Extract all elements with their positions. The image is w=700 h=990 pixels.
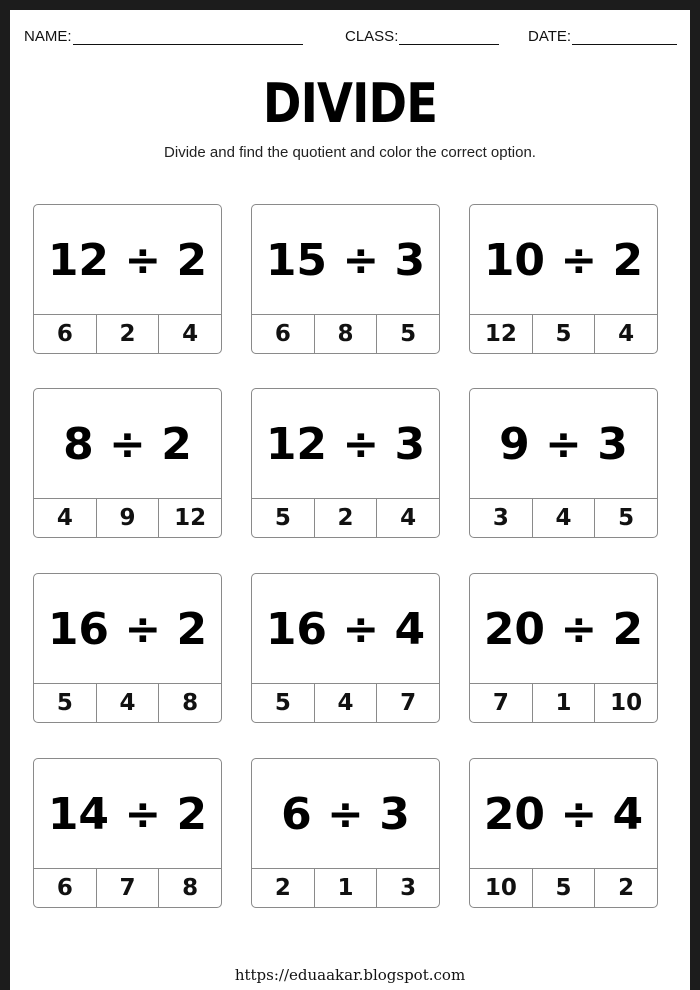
- answer-option[interactable]: 3: [400, 875, 417, 901]
- page-title: DIVIDE: [262, 72, 438, 135]
- problem-card: [469, 388, 658, 538]
- answer-option[interactable]: 2: [252, 869, 315, 907]
- problem-card: [251, 204, 440, 354]
- class-label: CLASS:: [345, 28, 399, 45]
- answer-option[interactable]: 4: [34, 499, 97, 537]
- answer-options: [470, 868, 657, 907]
- name-blank-line[interactable]: [73, 29, 303, 45]
- answer-options: [34, 868, 221, 907]
- name-field[interactable]: [24, 28, 303, 45]
- answer-option[interactable]: 4: [315, 684, 378, 722]
- answer-options: [470, 498, 657, 537]
- division-expression: 16 ÷ 2: [47, 604, 208, 655]
- worksheet: [10, 10, 690, 990]
- answer-option[interactable]: 4: [533, 499, 596, 537]
- division-expression: 16 ÷ 4: [265, 604, 426, 655]
- answer-options: [252, 498, 439, 537]
- footer-url[interactable]: https://eduaakar.blogspot.com: [234, 966, 466, 984]
- answer-option[interactable]: 6: [34, 315, 97, 353]
- class-field[interactable]: [345, 28, 499, 45]
- student-info-header: [10, 22, 690, 52]
- answer-options: [470, 314, 657, 353]
- answer-option[interactable]: 5: [252, 499, 315, 537]
- answer-options: [252, 683, 439, 722]
- class-blank-line[interactable]: [399, 29, 499, 45]
- answer-option[interactable]: 4: [97, 684, 160, 722]
- problem-card: [33, 388, 222, 538]
- answer-option[interactable]: 10: [470, 869, 533, 907]
- answer-option[interactable]: 4: [182, 321, 199, 347]
- problem-card: [469, 758, 658, 908]
- answer-option[interactable]: 5: [252, 684, 315, 722]
- answer-option[interactable]: 5: [400, 321, 417, 347]
- division-expression: 15 ÷ 3: [265, 235, 426, 286]
- answer-options: [34, 683, 221, 722]
- problem-card: [251, 388, 440, 538]
- division-expression: 9 ÷ 3: [499, 419, 628, 470]
- date-blank-line[interactable]: [572, 29, 677, 45]
- answer-option[interactable]: 5: [533, 315, 596, 353]
- problem-card: [251, 573, 440, 723]
- answer-options: [252, 314, 439, 353]
- answer-option[interactable]: 8: [182, 875, 199, 901]
- answer-option[interactable]: 3: [470, 499, 533, 537]
- division-expression: 8 ÷ 2: [63, 419, 192, 470]
- answer-option[interactable]: 8: [315, 315, 378, 353]
- answer-option[interactable]: 9: [97, 499, 160, 537]
- problem-card: [251, 758, 440, 908]
- answer-option[interactable]: 2: [618, 875, 635, 901]
- division-expression: 12 ÷ 3: [265, 419, 426, 470]
- division-expression: 14 ÷ 2: [47, 789, 208, 840]
- answer-options: [34, 498, 221, 537]
- problem-card: [33, 573, 222, 723]
- answer-option[interactable]: 4: [618, 321, 635, 347]
- problem-card: [469, 573, 658, 723]
- answer-option[interactable]: 6: [252, 315, 315, 353]
- answer-option[interactable]: 10: [610, 690, 643, 716]
- answer-option[interactable]: 12: [174, 505, 207, 531]
- answer-options: [252, 868, 439, 907]
- answer-option[interactable]: 5: [618, 505, 635, 531]
- division-expression: 20 ÷ 4: [483, 789, 644, 840]
- answer-option[interactable]: 2: [315, 499, 378, 537]
- answer-options: [34, 314, 221, 353]
- answer-option[interactable]: 4: [400, 505, 417, 531]
- name-label: NAME:: [24, 28, 72, 45]
- answer-option[interactable]: 8: [182, 690, 199, 716]
- answer-option[interactable]: 1: [315, 869, 378, 907]
- division-expression: 12 ÷ 2: [47, 235, 208, 286]
- answer-option[interactable]: 1: [533, 684, 596, 722]
- division-expression: 10 ÷ 2: [483, 235, 644, 286]
- problem-card: [469, 204, 658, 354]
- answer-option[interactable]: 6: [34, 869, 97, 907]
- answer-option[interactable]: 7: [470, 684, 533, 722]
- answer-option[interactable]: 2: [97, 315, 160, 353]
- answer-option[interactable]: 5: [34, 684, 97, 722]
- answer-option[interactable]: 7: [97, 869, 160, 907]
- problem-card: [33, 758, 222, 908]
- answer-options: [470, 683, 657, 722]
- answer-option[interactable]: 5: [533, 869, 596, 907]
- date-label: DATE:: [528, 28, 572, 45]
- division-expression: 6 ÷ 3: [281, 789, 410, 840]
- date-field[interactable]: [528, 28, 677, 45]
- answer-option[interactable]: 12: [470, 315, 533, 353]
- division-expression: 20 ÷ 2: [483, 604, 644, 655]
- answer-option[interactable]: 7: [400, 690, 417, 716]
- instructions-text: Divide and find the quotient and color the correct option.: [164, 144, 536, 161]
- problem-card: [33, 204, 222, 354]
